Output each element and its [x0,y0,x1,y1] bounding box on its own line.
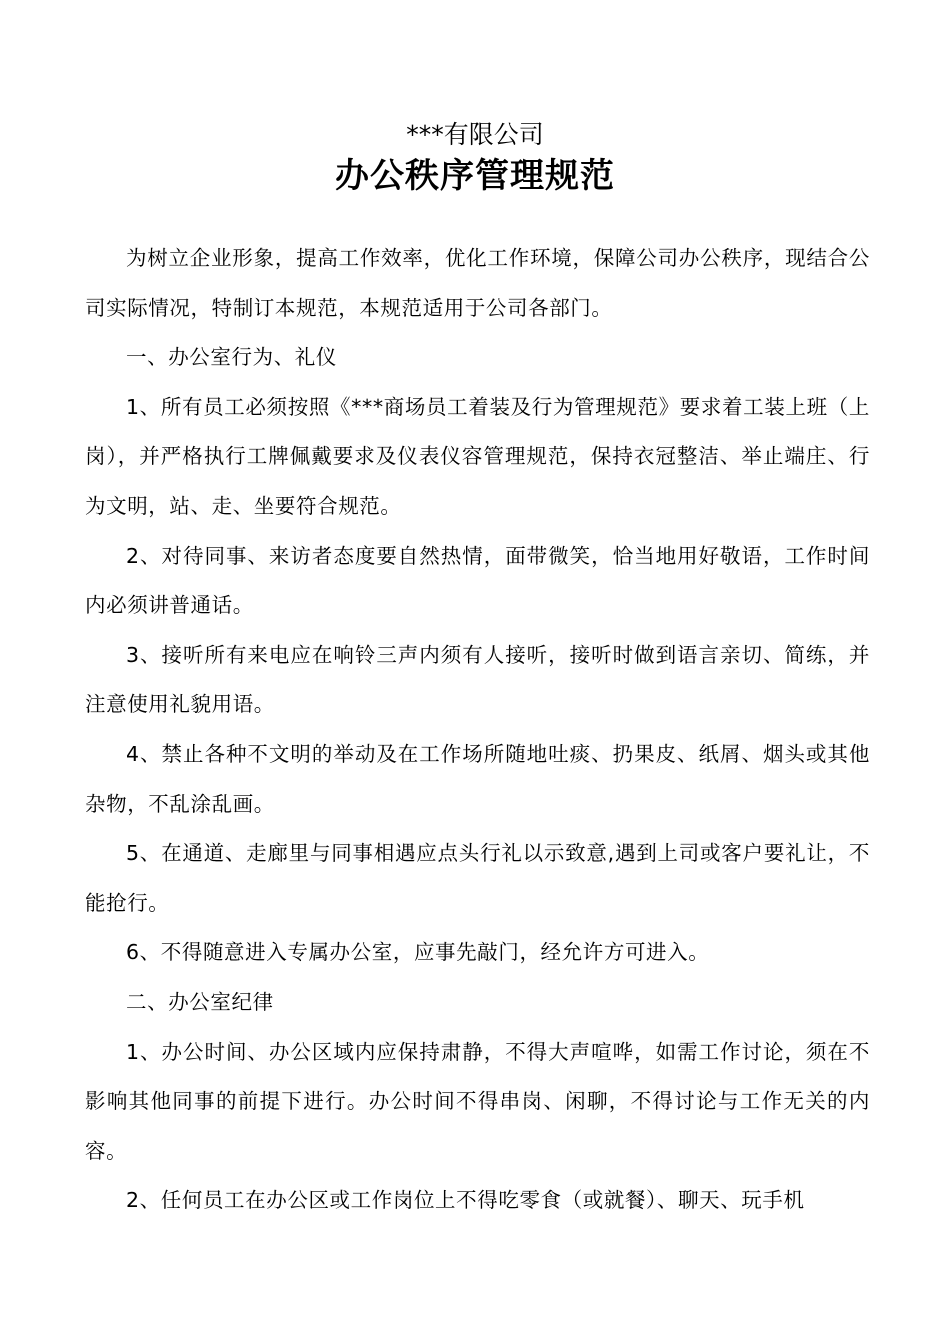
rule-paragraph: 6、不得随意进入专属办公室，应事先敲门，经允许方可进入。 [126,940,710,965]
rule-paragraph: 5、在通道、走廊里与同事相遇应点头行礼以示致意,遇到上司或客户要礼让，不能抢行。 [85,841,870,915]
section-heading-1: 一、办公室行为、礼仪 [126,345,337,370]
company-name: ***有限公司 [406,120,544,149]
document-body [85,234,870,1226]
rule-paragraph: 1、所有员工必须按照《***商场员工着装及行为管理规范》要求着工装上班（上岗），并严格执行工牌佩戴要求及仪表仪容管理规范，保持衣冠整洁、举止端庄、行为文明，站、走、坐要符合规范。 [85,394,870,518]
rule-paragraph: 1、办公时间、办公区域内应保持肃静，不得大声喧哗，如需工作讨论，须在不影响其他同事的前提下进行。办公时间不得串岗、闲聊，不得讨论与工作无关的内容。 [85,1039,870,1163]
rule-paragraph: 2、任何员工在办公区或工作岗位上不得吃零食（或就餐）、聊天、玩手机 [126,1188,805,1213]
section-heading-2: 二、办公室纪律 [126,989,274,1014]
intro-paragraph: 为树立企业形象，提高工作效率，优化工作环境，保障公司办公秩序，现结合公司实际情况，特制订本规范，本规范适用于公司各部门。 [85,246,870,320]
rule-paragraph: 2、对待同事、来访者态度要自然热情，面带微笑，恰当地用好敬语，工作时间内必须讲普通话。 [85,543,870,618]
rule-paragraph: 3、接听所有来电应在响铃三声内须有人接听，接听时做到语言亲切、简练，并注意使用礼貌用语。 [85,642,870,717]
document-title: 办公秩序管理规范 [335,156,615,196]
rule-paragraph: 4、禁止各种不文明的举动及在工作场所随地吐痰、扔果皮、纸屑、烟头或其他杂物，不乱涂乱画。 [85,741,870,816]
